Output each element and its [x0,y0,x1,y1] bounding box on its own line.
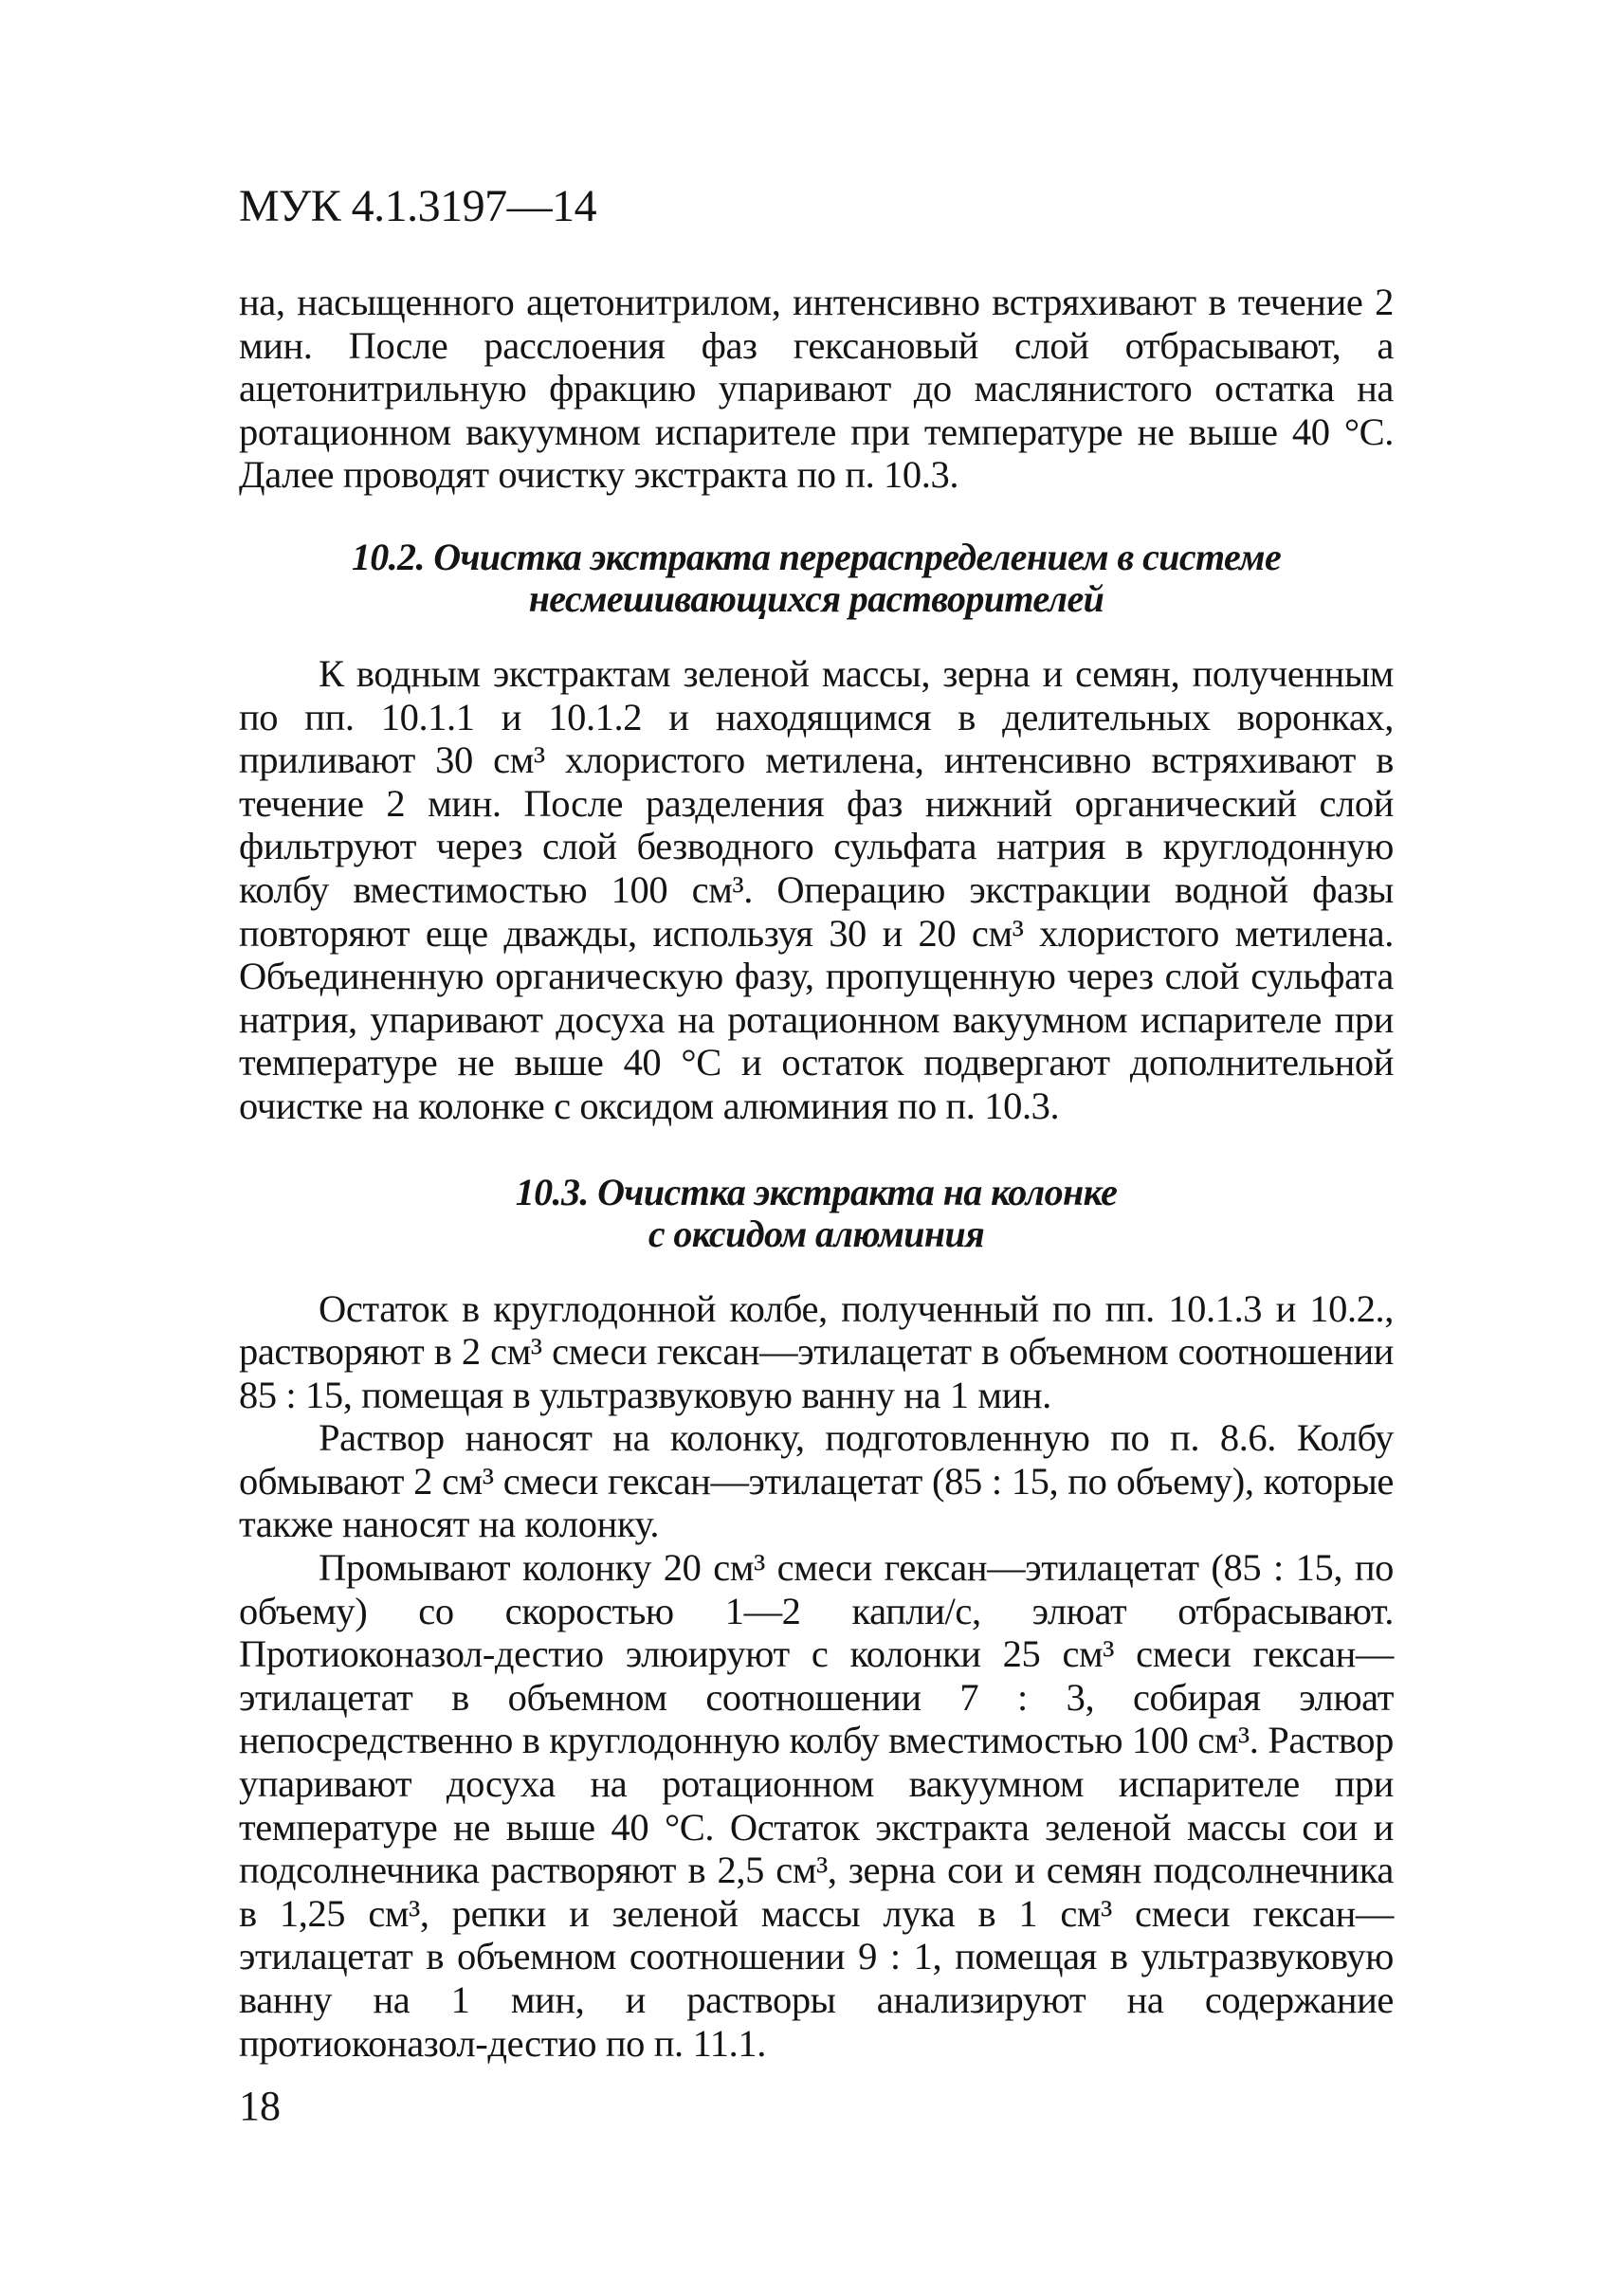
paragraph-10-3-elution: Промывают колонку 20 см³ смеси гексан—этилацетат (85 : 15, по объему) со скоростью 1—2 капли/с, элюат отбрасывают. Протиоконазол-дестио элюируют с колонки 25 см³ смеси гексан—этилацетат в объемном соотношении 7 : 3, собирая элюат непосредственно в круглодонную колбу вместимостью 100 см³. Раствор упаривают досуха на ротационном вакуумном испарителе при температуре не выше 40 °С. Остаток экстракта зеленой массы сои и подсолнечника растворяют в 2,5 см³, зерна сои и семян подсолнечника в 1,25 см³, репки и зеленой массы лука в 1 см³ смеси гексан—этилацетат в объемном соотношении 9 : 1, помещая в ультразвуковую ванну на 1 мин, и растворы анализируют на содержание протиоконазол-дестио по п. 11.1. [239,1546,1394,2065]
paragraph-10-3-residue: Остаток в круглодонной колбе, полученный по пп. 10.1.3 и 10.2., растворяют в 2 см³ смеси гексан—этилацетат в объемном соотношении 85 : 15, помещая в ультразвуковую ванну на 1 мин. [239,1286,1394,1416]
section-heading-10-3-line1: 10.3. Очистка экстракта на колонке [515,1170,1118,1213]
paragraph-continuation: на, насыщенного ацетонитрилом, интенсивно встряхивают в течение 2 мин. После расслоения фаз гексановый слой отбрасывают, а ацетонитрильную фракцию упаривают до маслянистого остатка на ротационном вакуумном испарителе при температуре не выше 40 °С. Далее проводят очистку экстракта по п. 10.3. [239,281,1394,497]
section-heading-10-3 [239,1172,1394,1255]
document-code-header: МУК 4.1.3197—14 [239,181,597,231]
document-body [239,281,1394,2065]
section-heading-10-2-line2: несмешивающихся растворителей [528,576,1104,620]
section-heading-10-3-line2: с оксидом алюминия [648,1212,985,1255]
section-heading-10-2 [239,537,1394,620]
paragraph-10-2-body: К водным экстрактам зеленой массы, зерна и семян, полученным по пп. 10.1.1 и 10.1.2 и находящимся в делительных воронках, приливают 30 см³ хлористого метилена, интенсивно встряхивают в течение 2 мин. После разделения фаз нижний органический слой фильтруют через слой безводного сульфата натрия в круглодонную колбу вместимостью 100 см³. Операцию экстракции водной фазы повторяют еще дважды, используя 30 и 20 см³ хлористого метилена. Объединенную органическую фазу, пропущенную через слой сульфата натрия, упаривают досуха на ротационном вакуумном испарителе при температуре не выше 40 °С и остаток подвергают дополнительной очистке на колонке с оксидом алюминия по п. 10.3. [239,651,1394,1127]
paragraph-10-3-column-load: Раствор наносят на колонку, подготовленную по п. 8.6. Колбу обмывают 2 см³ смеси гексан—этилацетат (85 : 15, по объему), которые также наносят на колонку. [239,1416,1394,1546]
page-number: 18 [239,2083,281,2129]
section-heading-10-2-line1: 10.2. Очистка экстракта перераспределением в системе [351,535,1282,578]
